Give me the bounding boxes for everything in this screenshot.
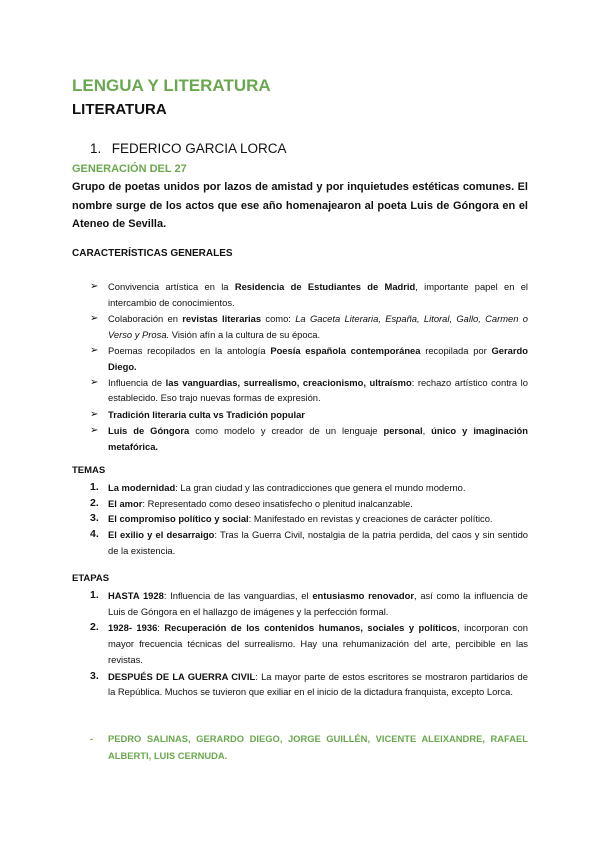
list-item: [90, 423, 528, 454]
item-text: , incorporan con mayor frecuencia técnicas del surrealismo. Hay una rehumanización del arte, percibible en las revistas.: [108, 622, 528, 665]
item-bold: El amor: [108, 497, 143, 509]
item-text: Convivencia artística en la: [108, 281, 235, 292]
themes-list: [90, 480, 528, 559]
item-bold: El exilio y el desarraigo: [108, 529, 215, 541]
intro-paragraph: Grupo de poetas unidos por lazos de amistad y por inquietudes estéticas comunes. El nombre surge de los actos que ese año homenajearon al poeta Luis de Góngora en el Ateneo de Sevilla.: [72, 181, 528, 230]
item-bold: Recuperación de los contenidos humanos, sociales y políticos: [164, 622, 458, 634]
item-text: Poemas recopilados en la antología: [108, 344, 271, 356]
item-text: , importante papel en el intercambio de conocimientos.: [108, 281, 528, 308]
dash-bullet: -: [90, 733, 94, 744]
list-item: [90, 311, 528, 342]
list-item: [90, 588, 528, 619]
item-text: recopilada por: [420, 344, 492, 356]
item-bold: Gerardo Diego.: [108, 344, 528, 372]
list-item: [90, 480, 528, 496]
themes-heading: TEMAS: [72, 465, 106, 476]
item-bold: único y imaginación metafórica.: [108, 424, 529, 452]
item-bold: Luis de Góngora: [108, 424, 190, 436]
item-bold: Poesía española contemporánea: [270, 344, 421, 356]
item-text: como modelo y creador de un lenguaje: [189, 424, 384, 436]
item-bold: HASTA 1928: [108, 590, 164, 601]
item-text: : Manifestado en revistas y creaciones de carácter político.: [248, 513, 493, 525]
arrow-bullet-icon: ➢: [90, 344, 99, 356]
item-text: : Tras la Guerra Civil, nostalgia de la patria perdida, del caos y sin sentido de la existencia.: [108, 529, 529, 556]
item-text: : Representado como deseo insatisfecho o plenitud inalcanzable.: [142, 497, 413, 509]
authors-list: [90, 730, 528, 764]
item-number: 2.: [90, 621, 99, 634]
item-number: 1.: [90, 589, 99, 601]
item-text: , así como la influencia de Luis de Góngora en el hallazgo de imágenes y la perfección formal.: [108, 590, 528, 617]
item-bold: La modernidad: [108, 482, 176, 493]
list-item: [90, 407, 528, 423]
section-title: FEDERICO GARCIA LORCA: [111, 141, 287, 156]
arrow-bullet-icon: ➢: [90, 424, 99, 436]
item-bold: Residencia de Estudiantes de Madrid: [234, 281, 416, 292]
page-subtitle: LITERATURA: [72, 101, 167, 118]
characteristics-list: [90, 279, 528, 455]
list-item: [90, 279, 528, 310]
item-text: como:: [261, 312, 296, 324]
item-number: 4.: [90, 528, 99, 541]
arrow-bullet-icon: ➢: [90, 408, 99, 420]
stages-heading: ETAPAS: [72, 573, 110, 584]
arrow-bullet-icon: ➢: [90, 281, 99, 292]
item-bold: revistas literarias: [182, 312, 262, 324]
item-number: 3.: [90, 669, 99, 682]
arrow-bullet-icon: ➢: [90, 376, 99, 388]
item-text: Visión afín a la cultura de su época.: [169, 328, 321, 340]
item-italic: La Gaceta Literaria, España, Litoral, Gallo, Carmen o Verso y Prosa.: [108, 312, 528, 340]
item-bold: personal: [383, 424, 423, 436]
item-number: 1.: [90, 481, 99, 493]
section-heading: [90, 141, 287, 156]
generation-heading: GENERACIÓN DEL 27: [72, 163, 187, 175]
item-number: 3.: [90, 512, 99, 525]
item-bold: Tradición literaria culta vs Tradición popular: [108, 408, 305, 420]
item-text: : Influencia de las vanguardias, el: [163, 590, 313, 601]
authors-text: PEDRO SALINAS, GERARDO DIEGO, JORGE GUILLÉN, VICENTE ALEIXANDRE, RAFAEL ALBERTI, LUIS CERNUDA.: [108, 733, 528, 761]
list-item: [90, 527, 528, 558]
list-item: [90, 343, 528, 374]
characteristics-heading: CARACTERÍSTICAS GENERALES: [72, 248, 233, 259]
item-bold: 1928- 1936: [108, 622, 158, 634]
item-text: : La mayor parte de estos escritores se mostraron partidarios de la República. Muchos se tuvieron que exiliar en el inicio de la dictadura franquista, excepto Lorca.: [108, 670, 528, 698]
item-text: ,: [422, 424, 432, 436]
item-text: : rechazo artístico contra lo establecido. Eso trajo nuevas formas de expresión.: [108, 376, 528, 404]
list-item: [90, 375, 528, 406]
section-number: 1.: [90, 141, 102, 156]
list-item: [90, 511, 528, 527]
item-text: : La gran ciudad y las contradicciones que genera el mundo moderno.: [175, 482, 466, 493]
list-item: [90, 669, 528, 700]
item-text: Colaboración en: [108, 312, 183, 324]
page-title: LENGUA Y LITERATURA: [72, 76, 271, 95]
item-bold: las vanguardias, surrealismo, creacionismo, ultraísmo: [165, 376, 412, 388]
item-number: 2.: [90, 496, 99, 509]
list-item: [90, 496, 528, 512]
item-bold: DESPUÉS DE LA GUERRA CIVIL: [108, 670, 256, 682]
item-bold: El compromiso político y social: [108, 513, 249, 525]
item-bold: entusiasmo renovador: [312, 590, 414, 601]
arrow-bullet-icon: ➢: [90, 312, 99, 324]
stages-list: [90, 588, 528, 701]
item-text: :: [157, 622, 165, 634]
list-item: [90, 620, 528, 667]
item-text: Influencia de: [108, 376, 166, 388]
